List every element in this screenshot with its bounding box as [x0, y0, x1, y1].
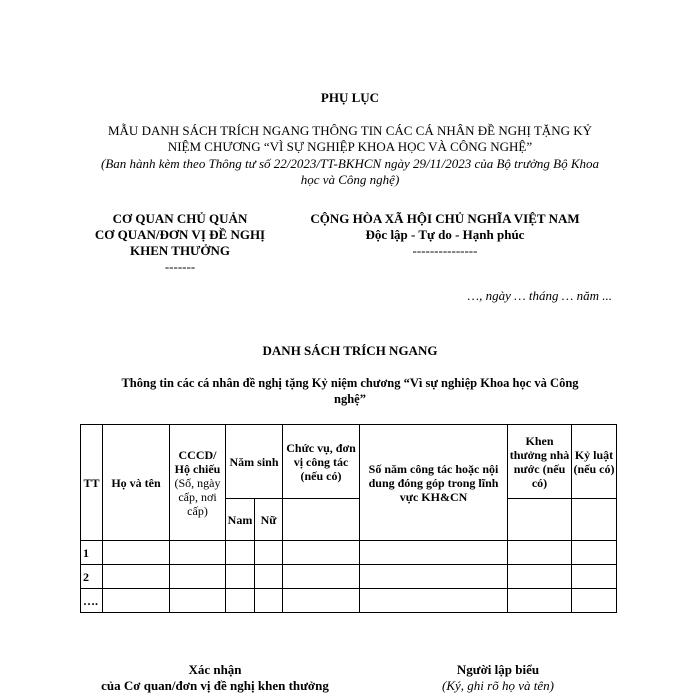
form-title: [60, 123, 640, 155]
header-male: Nam: [226, 499, 255, 541]
proposing-agency-cont: KHEN THƯỞNG: [129, 243, 231, 258]
footer-preparer: [383, 662, 613, 694]
header-discipline-blank: [572, 499, 617, 541]
footer-confirmation: [60, 662, 370, 694]
header-position: Chức vụ, đơn vị công tác (nếu có): [283, 425, 360, 499]
left-header-rule: -------: [164, 259, 196, 274]
header-tt: TT: [81, 425, 103, 541]
confirmation-agency: của Cơ quan/đơn vị đề nghị khen thưởng: [101, 678, 329, 693]
header-female: Nữ: [255, 499, 283, 541]
parent-agency: CƠ QUAN CHỦ QUẢN: [112, 211, 248, 226]
confirmation-label: Xác nhận: [188, 662, 242, 677]
header-years: Số năm công tác hoặc nội dung đóng góp trong lĩnh vực KH&CN: [360, 425, 508, 541]
form-title-line-2: NIỆM CHƯƠNG “VÌ SỰ NGHIỆP KHOA HỌC VÀ CÔNG NGHỆ”: [167, 139, 533, 154]
header-awards: Khen thưởng nhà nước (nếu có): [508, 425, 572, 499]
list-subtitle-line-2: nghệ”: [334, 392, 366, 406]
left-header: [60, 211, 300, 275]
preparer-sign-note: (Ký, ghi rõ họ và tên): [442, 678, 554, 693]
trainee-table: [80, 424, 617, 613]
appendix-title: PHỤ LỤC: [320, 90, 380, 105]
header-cccd-label: CCCD/ Hộ chiếu: [174, 447, 221, 476]
row-number: 2: [81, 565, 103, 589]
issued-note-line-2: học và Công nghệ): [300, 172, 400, 187]
header-cccd-note: (Số, ngày cấp, nơi cấp): [174, 475, 221, 518]
header-name: Họ và tên: [103, 425, 170, 541]
list-subtitle-line-1: Thông tin các cá nhân đề nghị tặng Kỷ niệm chương “Vì sự nghiệp Khoa học và Công: [121, 376, 579, 390]
header-birth-year: Năm sinh: [226, 425, 283, 499]
national-title: CỘNG HÒA XÃ HỘI CHỦ NGHĨA VIỆT NAM: [310, 211, 580, 226]
header-discipline: Kỷ luật (nếu có): [572, 425, 617, 499]
national-motto: Độc lập - Tự do - Hạnh phúc: [365, 227, 525, 242]
issued-note-line-1: (Ban hành kèm theo Thông tư số 22/2023/TT-BKHCN ngày 29/11/2023 của Bộ trưởng Bộ Khoa: [100, 156, 599, 171]
header-awards-blank: [508, 499, 572, 541]
right-header-rule: ---------------: [412, 243, 478, 258]
issued-note: [30, 156, 670, 188]
table-row: [81, 565, 617, 589]
table-row: [81, 541, 617, 565]
table-row: [81, 589, 617, 613]
date-line: …, ngày … tháng … năm ...: [467, 288, 612, 303]
form-title-line-1: MẪU DANH SÁCH TRÍCH NGANG THÔNG TIN CÁC CÁ NHÂN ĐỀ NGHỊ TẶNG KỶ: [107, 123, 592, 138]
row-number: 1: [81, 541, 103, 565]
header-cccd: [170, 425, 226, 541]
list-subtitle: [70, 375, 630, 407]
row-number: ….: [81, 589, 103, 613]
proposing-agency: CƠ QUAN/ĐƠN VỊ ĐỀ NGHỊ: [94, 227, 266, 242]
preparer-label: Người lập biểu: [456, 662, 540, 677]
list-title: DANH SÁCH TRÍCH NGANG: [262, 343, 438, 358]
right-header: [295, 211, 595, 259]
header-position-blank: [283, 499, 360, 541]
